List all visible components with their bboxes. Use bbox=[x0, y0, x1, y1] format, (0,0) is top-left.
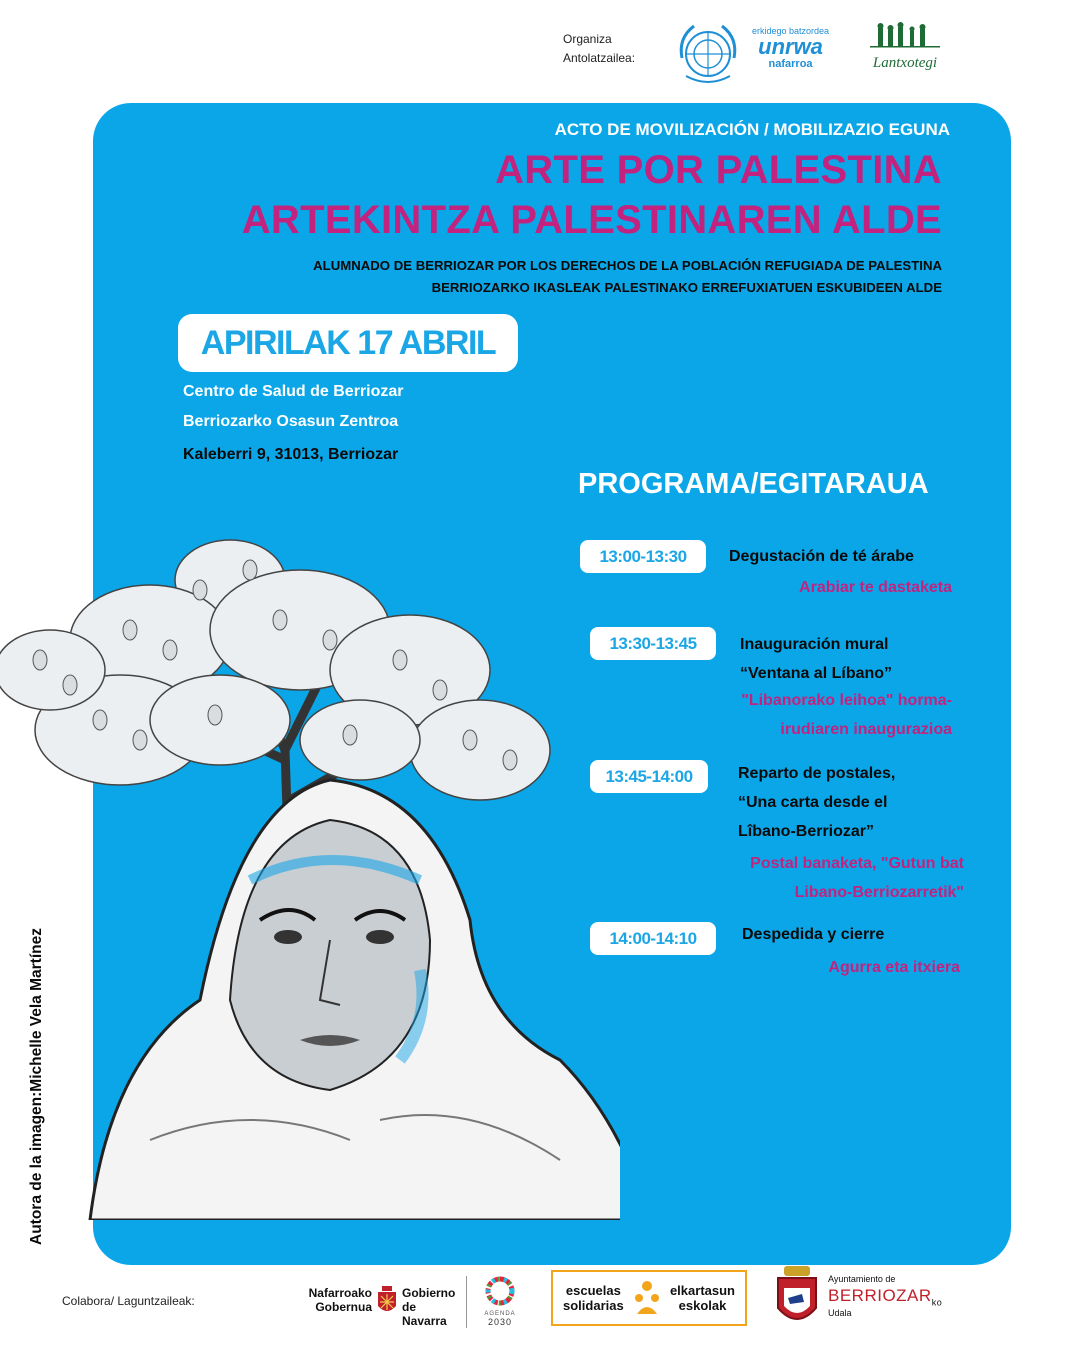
program-time-2: 13:30-13:45 bbox=[590, 627, 716, 660]
solidarity-figures-icon bbox=[633, 1280, 661, 1316]
agenda-year: 2030 bbox=[487, 1317, 513, 1327]
illustration-woman-olive-tree bbox=[0, 500, 620, 1220]
program-line: Libano-Berriozarretik" bbox=[794, 884, 964, 901]
elkartasun-line: elkartasun bbox=[669, 1283, 735, 1298]
escuelas-solidarias-logo bbox=[551, 1270, 747, 1326]
program-line: Degustación de té árabe bbox=[729, 548, 914, 565]
navarra-text bbox=[402, 1286, 462, 1328]
nafarroa-line: Gobernua bbox=[315, 1300, 372, 1314]
program-line: Inauguración mural bbox=[740, 636, 889, 653]
berriozar-coat-of-arms-icon bbox=[772, 1264, 822, 1334]
program-time-3: 13:45-14:00 bbox=[590, 760, 708, 793]
lantxotegi-logo bbox=[860, 22, 950, 78]
program-item-4-eu bbox=[828, 953, 960, 982]
program-line: Agurra eta itxiera bbox=[828, 959, 960, 976]
antolatzailea-text: Antolatzailea: bbox=[563, 51, 636, 65]
escuelas-line: escuelas bbox=[565, 1283, 621, 1298]
berriozar-ko: ko bbox=[931, 1297, 943, 1308]
agenda-2030-logo bbox=[478, 1276, 522, 1332]
escuelas-text bbox=[563, 1283, 624, 1313]
navarra-shield-icon bbox=[376, 1286, 398, 1318]
program-line: "Libanorako leihoa" horma- bbox=[741, 692, 952, 709]
program-item-3-es bbox=[738, 759, 895, 846]
program-item-1-es bbox=[729, 542, 914, 571]
people-silhouettes-icon bbox=[870, 22, 940, 48]
venue-basque: Berriozarko Osasun Zentroa bbox=[183, 413, 399, 430]
unrwa-sub-text: nafarroa bbox=[768, 58, 813, 70]
title-basque: ARTEKINTZA PALESTINAREN ALDE bbox=[241, 198, 942, 242]
navarra-line: de Navarra bbox=[402, 1300, 447, 1328]
navarra-line: Gobierno bbox=[402, 1286, 456, 1300]
organizer-label bbox=[563, 30, 635, 68]
venue-address: Kaleberri 9, 31013, Berriozar bbox=[183, 446, 399, 463]
program-line: “Ventana al Líbano” bbox=[740, 665, 893, 682]
footer-divider bbox=[466, 1276, 467, 1328]
program-line: Postal banaketa, "Gutun bat bbox=[750, 855, 964, 872]
organiza-text: Organiza bbox=[563, 32, 612, 46]
date-badge: APIRILAK 17 ABRIL bbox=[178, 314, 518, 372]
program-line: Despedida y cierre bbox=[742, 926, 885, 943]
elkartasun-text bbox=[670, 1283, 735, 1313]
elkartasun-line: eskolak bbox=[678, 1298, 727, 1313]
program-line: Arabiar te dastaketa bbox=[799, 579, 952, 596]
un-emblem-icon bbox=[672, 18, 752, 88]
program-line: irudiaren inaugurazioa bbox=[780, 721, 952, 738]
gobierno-navarra-logo bbox=[272, 1286, 462, 1326]
berriozar-council-logo bbox=[766, 1264, 943, 1334]
ayuntamiento-text: Ayuntamiento de bbox=[828, 1274, 896, 1284]
program-item-2-eu bbox=[741, 686, 952, 744]
program-item-3-eu bbox=[750, 849, 964, 907]
nafarroa-line: Nafarroako bbox=[308, 1286, 372, 1300]
udala-text: Udala bbox=[828, 1308, 852, 1318]
program-item-1-eu bbox=[799, 573, 952, 602]
unrwa-big-text: unrwa bbox=[758, 34, 823, 59]
program-item-4-es bbox=[742, 920, 884, 949]
program-time-1: 13:00-13:30 bbox=[580, 540, 706, 573]
image-credit: Autora de la imagen:Michelle Vela Martínez bbox=[28, 928, 45, 1245]
nafarroa-text bbox=[272, 1286, 372, 1314]
program-title: PROGRAMA/EGITARAUA bbox=[578, 468, 929, 500]
program-line: Reparto de postales, bbox=[738, 765, 896, 782]
venue-spanish: Centro de Salud de Berriozar bbox=[183, 383, 404, 400]
escuelas-line: solidarias bbox=[563, 1298, 624, 1313]
unrwa-wordmark bbox=[752, 26, 829, 70]
sdg-wheel-icon bbox=[485, 1276, 515, 1306]
program-item-2-es bbox=[740, 630, 892, 688]
program-time-4: 14:00-14:10 bbox=[590, 922, 716, 955]
subtitle-spanish: ALUMNADO DE BERRIOZAR POR LOS DERECHOS DE LA POBLACIÓN REFUGIADA DE PALESTINA bbox=[313, 258, 942, 273]
subtitle-basque: BERRIOZARKO IKASLEAK PALESTINAKO ERREFUXIATUEN ESKUBIDEEN ALDE bbox=[431, 280, 942, 295]
title-spanish: ARTE POR PALESTINA bbox=[495, 148, 942, 192]
berriozar-text bbox=[828, 1286, 942, 1307]
unrwa-small-text: erkidego batzordea bbox=[752, 26, 830, 36]
agenda-label: AGENDA bbox=[484, 1311, 516, 1317]
program-line: “Una carta desde el bbox=[738, 794, 888, 811]
lantxotegi-text: Lantxotegi bbox=[872, 55, 938, 71]
act-label: ACTO DE MOVILIZACIÓN / MOBILIZAZIO EGUNA bbox=[554, 120, 950, 139]
program-line: Lîbano-Berriozar” bbox=[738, 823, 875, 840]
berriozar-name: BERRIOZAR bbox=[828, 1286, 932, 1305]
woman-portrait-icon bbox=[90, 780, 620, 1220]
collaborators-label: Colabora/ Laguntzaileak: bbox=[62, 1294, 195, 1308]
